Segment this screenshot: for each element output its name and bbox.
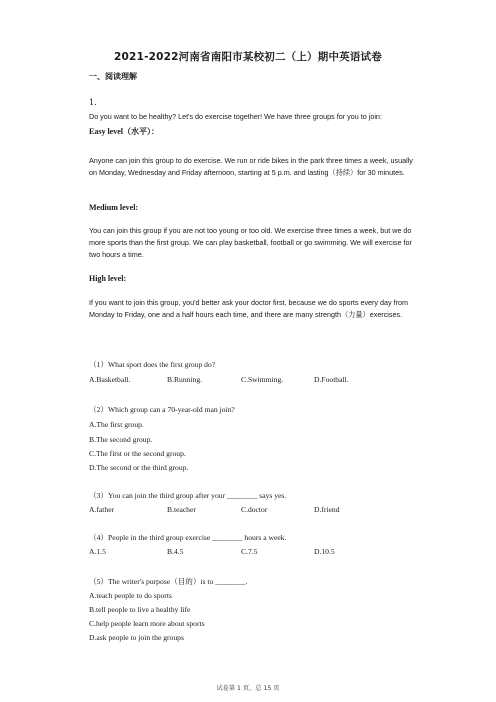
option[interactable]: A.1.5	[89, 547, 106, 556]
high-level-label: High level:	[89, 274, 127, 283]
option[interactable]: B.4.5	[167, 547, 184, 556]
medium-level-text: You can join this group if you are not too young or too old. We exercise three times a week, but we do more sports than the first group. We can play basketball, football or go swimming. We will exercise for two hours a time.	[89, 226, 412, 259]
option[interactable]: A.The first group.	[89, 420, 144, 429]
option[interactable]: A.teach people to do sports	[89, 591, 172, 600]
easy-level-label: Easy level（水平）：	[89, 127, 159, 136]
page-footer: 试卷第 1 页，总 15 页	[216, 685, 280, 692]
option[interactable]: B.teacher	[167, 505, 196, 514]
options-row	[89, 505, 419, 514]
passage-intro: Do you want to be healthy? Let's do exercise together! We have three groups for you to join:	[89, 112, 382, 121]
question-number: 1.	[89, 98, 97, 107]
option[interactable]: D.friend	[314, 505, 340, 514]
option[interactable]: C.help people learn more about sports	[89, 619, 205, 628]
option[interactable]: D.ask people to join the groups	[89, 633, 184, 642]
question-stem: （5）The writer's purpose（目的）is to ________.	[89, 577, 248, 586]
option[interactable]: A.Basketball.	[89, 375, 131, 384]
options-row	[89, 547, 419, 556]
option[interactable]: A.father	[89, 505, 115, 514]
option[interactable]: D.Football.	[314, 375, 349, 384]
question-stem: （1）What sport does the first group do?	[89, 360, 216, 369]
option[interactable]: C.7.5	[241, 547, 258, 556]
option[interactable]: B.tell people to live a healthy life	[89, 605, 191, 614]
question-stem: （3）You can join the third group after your ________ says yes.	[89, 491, 287, 500]
option[interactable]: D.The second or the third group.	[89, 463, 189, 472]
option[interactable]: B.Running.	[167, 375, 203, 384]
question-stem: （2）Which group can a 70-year-old man join?	[89, 405, 235, 414]
option[interactable]: C.Swimming.	[241, 375, 284, 384]
option[interactable]: C.doctor	[241, 505, 268, 514]
question-stem: （4）People in the third group exercise ________ hours a week.	[89, 533, 287, 542]
medium-level-label: Medium level:	[89, 203, 139, 212]
high-level-text: If you want to join this group, you'd better ask your doctor first, because we do sports every day from Monday to Friday, one and a half hours each time, and there are many strength（力量）exercises.	[89, 298, 408, 319]
page-title: 2021-2022河南省南阳市某校初二（上）期中英语试卷	[114, 51, 382, 63]
section-heading: 一、阅读理解	[89, 72, 137, 81]
option[interactable]: C.The first or the second group.	[89, 449, 186, 458]
option[interactable]: B.The second group.	[89, 435, 153, 444]
easy-level-text: Anyone can join this group to do exercise. We run or ride bikes in the park three times a week, usually on Monday, Wednesday and Friday afternoon, starting at 5 p.m. and lasting（持续）for 30 minutes.	[89, 156, 413, 177]
options-row	[89, 375, 419, 384]
option[interactable]: D.10.5	[314, 547, 335, 556]
